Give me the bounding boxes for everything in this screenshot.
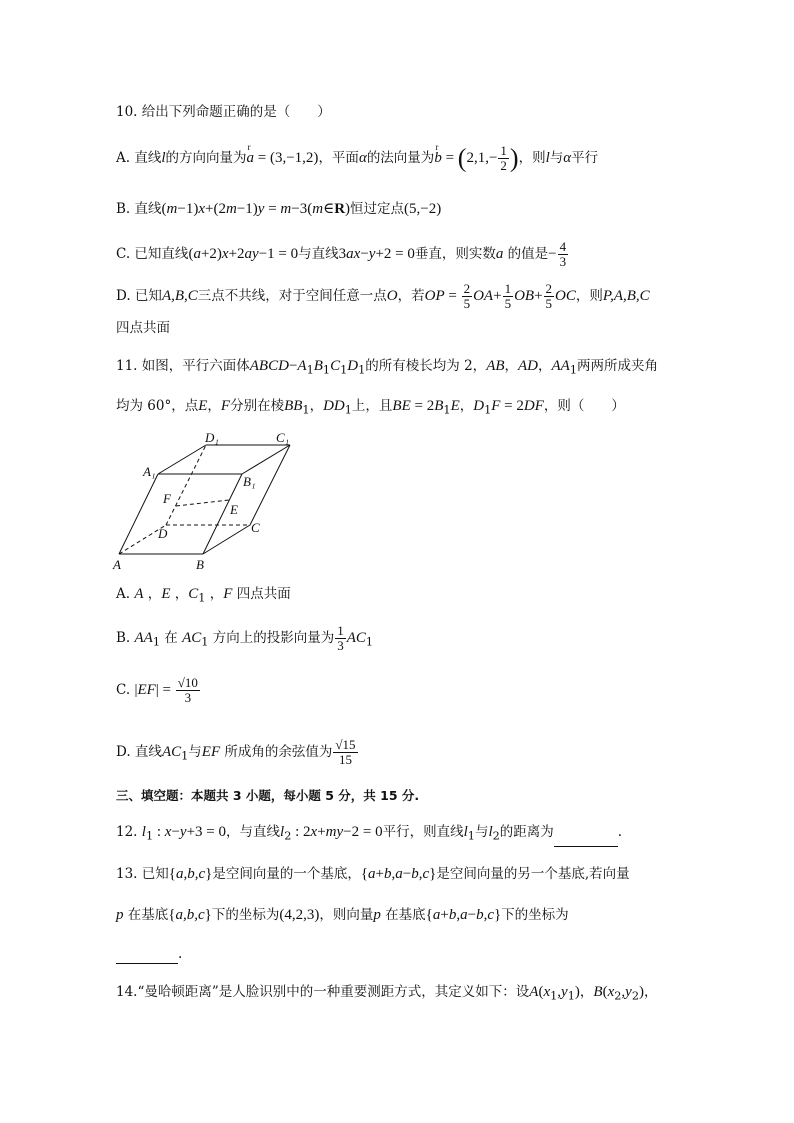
q10-option-b: B. 直线(m−1)x+(2m−1)y = m−3(m∈R)恒过定点(5,−2) — [116, 201, 442, 217]
q11-option-c: C. |EF| = $\frac{√10}{3}$ — [116, 675, 198, 705]
label-C1: C₁ — [276, 430, 290, 445]
label-F: F — [163, 491, 171, 506]
q10-option-c: C. 已知直线(a+2)x+2ay−1 = 0与直线3ax−y+2 = 0垂直，则实数a 的值是− $\frac{4}{3}$ — [116, 239, 567, 269]
q12: 12. $l_1$ : x−y+3 = 0，与直线$l_2$ : 2x+my−2 = 0平行，则直线$l_1$与$l_2$的距离为 . — [116, 822, 622, 847]
parallelepiped-figure — [110, 428, 310, 573]
q13-line2: p 在基底{a,b,c}下的坐标为(4,2,3)，则向量p 在基底{a+b,a−b,c}下的坐标为 — [116, 907, 569, 923]
section-3-heading: 三、填空题：本题共 3 小题，每小题 5 分，共 15 分. — [116, 788, 420, 803]
q13-line3: . — [116, 944, 182, 964]
label-D: D — [158, 526, 168, 541]
q10-option-a: A. 直线l的方向向量为r a = (3,−1,2)，平面α的法向量为r b = (2,1,− $\frac{1}{2}$ )，则l与α平行 — [116, 144, 598, 173]
q10-option-d-line1: D. 已知A,B,C三点不共线，对于空间任意一点O，若OP = $\frac{2}{5}$ OA+ $\frac{1}{5}$ OB+ $\frac{2}{5}$ OC，则P,A,B,C — [116, 281, 650, 311]
q10-stem: 10. 给出下列命题正确的是（ ） — [116, 104, 331, 120]
q11-option-a: A. A ，E ，$C_1$ ，F 四点共面 — [116, 586, 291, 605]
q14: 14.“曼哈顿距离”是人脸识别中的一种重要测距方式，其定义如下：设$A(x_1,y_1)$，$B(x_2,y_2)$， — [116, 984, 658, 1003]
label-B: B — [196, 557, 204, 572]
label-C: C — [251, 520, 260, 535]
q11-option-d: D. 直线$AC_1$与EF 所成角的余弦值为 $\frac{√15}{15}$ — [116, 737, 356, 767]
q11-stem-line1: 11. 如图，平行六面体$ABCD-A_1B_1C_1D_1$的所有棱长均为 2，AB，AD，$AA_1$两两所成夹角 — [116, 358, 659, 377]
q11-stem-line2: 均为 60°，点E，F分别在棱$BB_1$，$DD_1$上，且BE = $2B_1E$，$D_1F = 2DF$，则（ ） — [116, 398, 625, 417]
label-B1: B₁ — [243, 474, 256, 489]
label-A1: A₁ — [143, 464, 156, 479]
label-E: E — [230, 502, 238, 517]
q10-option-d-line2: 四点共面 — [116, 320, 170, 336]
label-D1: D₁ — [205, 430, 219, 445]
label-A: A — [113, 557, 121, 572]
q13-line1: 13. 已知{a,b,c}是空间向量的一个基底，{a+b,a−b,c}是空间向量的另一个基底,若向量 — [116, 866, 630, 882]
q11-option-b: B. $AA_1$ 在 $AC_1$ 方向上的投影向量为 $\frac{1}{3}$ $AC_1$ — [116, 623, 374, 653]
